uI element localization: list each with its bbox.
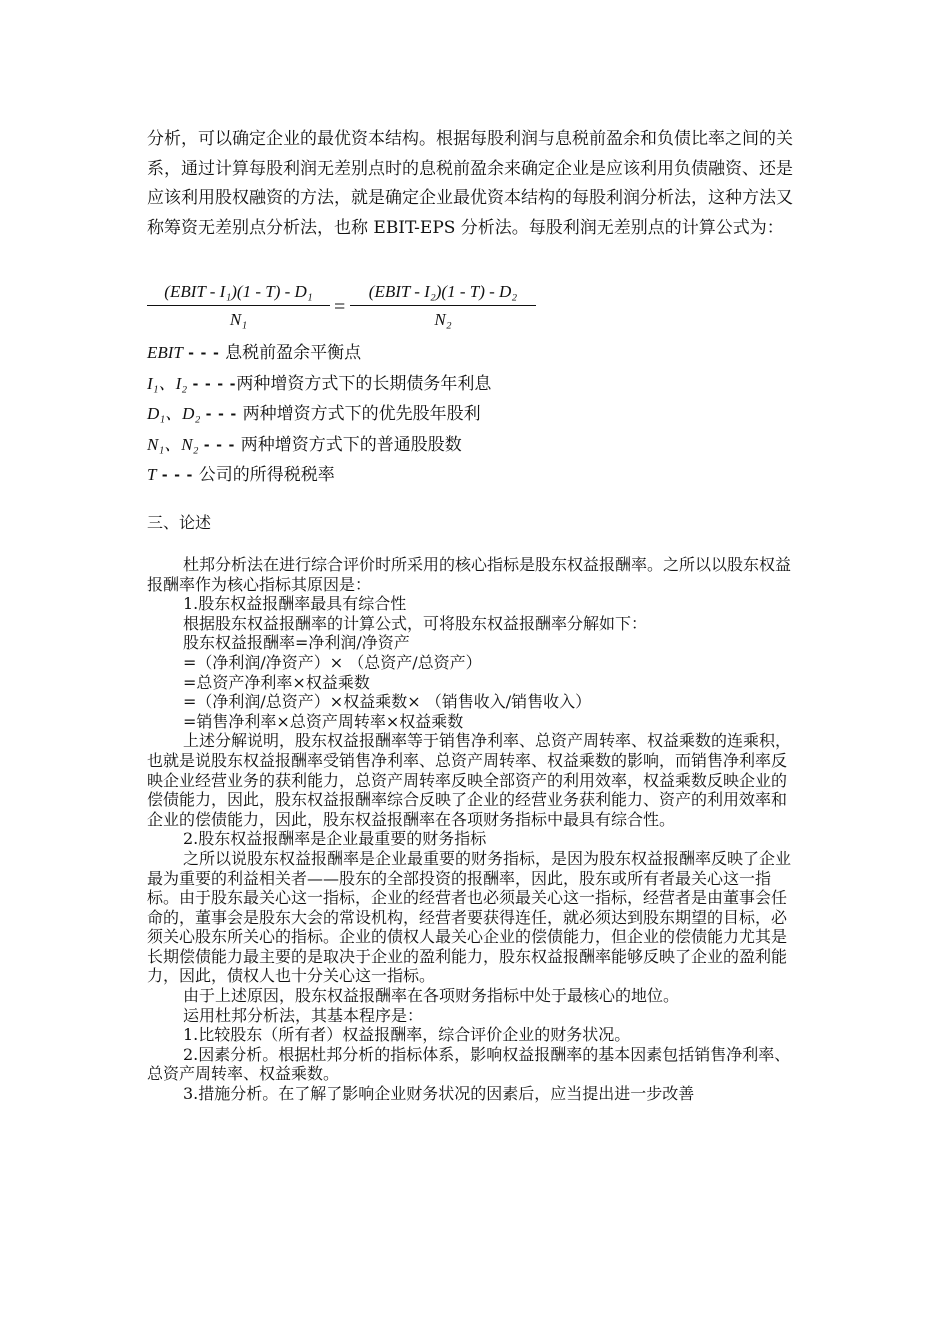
- body-paragraph: 运用杜邦分析法，其基本程序是：: [183, 1005, 424, 1025]
- definition-line: [147, 460, 747, 491]
- formula-right-fraction: [350, 282, 536, 330]
- body-subheading: 2.股东权益报酬率是企业最重要的财务指标: [183, 829, 487, 849]
- body-text: [147, 555, 797, 1104]
- body-paragraph: 根据股东权益报酬率的计算公式，可将股东权益报酬率分解如下：: [183, 613, 648, 633]
- definition-dash: - - -: [161, 465, 194, 484]
- definition-text: 息税前盈余平衡点: [225, 343, 362, 363]
- definition-text: 两种增资方式下的长期债务年利息: [236, 373, 492, 394]
- body-subheading: 1.股东权益报酬率最具有综合性: [183, 594, 407, 614]
- equation-line: 股东权益报酬率=净利润/净资产: [183, 633, 410, 653]
- body-paragraph: 之所以说股东权益报酬率是企业最重要的财务指标，是因为股东权益报酬率反映了企业最为重要的利益相关者——股东的全部投资的报酬率，因此，股东或所有者最关心这一指标。由于股东最关心这一指标，企业的经营者也必须最关心这一指标，经营者是由董事会任命的，董事会是股东大会的常设机构，经营者要获得连任，就必须达到股东期望的目标，必须关心股东所关心的指标。企业的债权人最关心企业的偿债能力，但企业的偿债能力尤其是长期偿债能力最主要的是取决于企业的盈利能力，股东权益报酬率能够反映了企业的盈利能力，因此，债权人也十分关心这一指标。: [147, 848, 792, 986]
- body-paragraph: 由于上述原因，股东权益报酬率在各项财务指标中处于最核心的地位。: [183, 986, 680, 1006]
- equation-line: =销售净利率×总资产周转率×权益乘数: [183, 711, 464, 731]
- definition-text: 公司的所得税税率: [198, 465, 335, 485]
- definition-symbol: N₁、N₂: [147, 434, 199, 454]
- body-paragraph: 杜邦分析法在进行综合评价时所采用的核心指标是股东权益报酬率。之所以以股东权益报酬率作为核心指标其原因是：: [147, 555, 792, 594]
- formula-left-fraction: [147, 282, 330, 330]
- definition-line: [147, 399, 747, 430]
- definition-text: 两种增资方式下的优先股年股利: [242, 404, 481, 424]
- list-item: 1.比较股东（所有者）权益报酬率，综合评价企业的财务状况。: [183, 1025, 631, 1045]
- definition-symbol: EBIT: [147, 343, 183, 362]
- definition-dash: - - - -: [192, 373, 237, 393]
- list-item: 3.措施分析。在了解了影响企业财务状况的因素后，应当提出进一步改善: [183, 1084, 695, 1104]
- definition-line: [147, 369, 747, 400]
- formula-left-denominator: N₁: [229, 310, 248, 329]
- list-item: 2.因素分析。根据杜邦分析的指标体系，影响权益报酬率的基本因素包括销售净利率、总资产周转率、权益乘数。: [147, 1044, 791, 1084]
- definition-line: [147, 430, 747, 461]
- formula-equals-sign: =: [334, 296, 346, 318]
- definition-dash: - - -: [205, 404, 238, 423]
- definition-symbol: D₁、D₂: [147, 404, 201, 423]
- formula-right-denominator: N₂: [434, 310, 452, 329]
- ebit-eps-formula: [147, 282, 547, 340]
- formula-left-numerator: (EBIT - I₁)(1 - T) - D₁: [164, 282, 313, 301]
- equation-line: =总资产净利率×权益乘数: [183, 672, 370, 692]
- equation-line: =（净利润/总资产）×权益乘数× （销售收入/销售收入）: [183, 692, 592, 712]
- equation-line: =（净利润/净资产）× （总资产/总资产）: [183, 652, 482, 672]
- definition-dash: - - -: [203, 434, 236, 454]
- body-paragraph: 上述分解说明，股东权益报酬率等于销售净利率、总资产周转率、权益乘数的连乘积，也就是说股东权益报酬率受销售净利率、总资产周转率、权益乘数的影响，而销售净利率反映企业经营业务的获利能力，总资产周转率反映全部资产的利用效率，权益乘数反映企业的偿债能力，因此，股东权益报酬率综合反映了企业的经营业务获利能力、资产的利用效率和企业的偿债能力，因此，股东权益报酬率在各项财务指标中最具有综合性。: [147, 731, 792, 829]
- definition-dash: - - -: [188, 343, 220, 362]
- definition-line: [147, 338, 747, 369]
- intro-paragraph: 分析，可以确定企业的最优资本结构。根据每股利润与息税前盈余和负债比率之间的关系，通过计算每股利润无差别点时的息税前盈余来确定企业是应该利用负债融资、还是应该利用股权融资的方法，就是确定企业最优资本结构的每股利润分析法，这种方法又称筹资无差别点分析法，也称 EBIT-EPS 分析法。每股利润无差别点的计算公式为：: [147, 129, 793, 238]
- intro-paragraph-block: [147, 125, 807, 243]
- definition-symbol: I₁、I₂: [147, 373, 188, 393]
- formula-right-numerator: (EBIT - I₂)(1 - T) - D₂: [368, 282, 518, 301]
- formula-definitions: [147, 338, 747, 491]
- definition-symbol: T: [147, 465, 157, 484]
- definition-text: 两种增资方式下的普通股股数: [240, 434, 462, 455]
- section-heading: 三、论述: [147, 513, 212, 532]
